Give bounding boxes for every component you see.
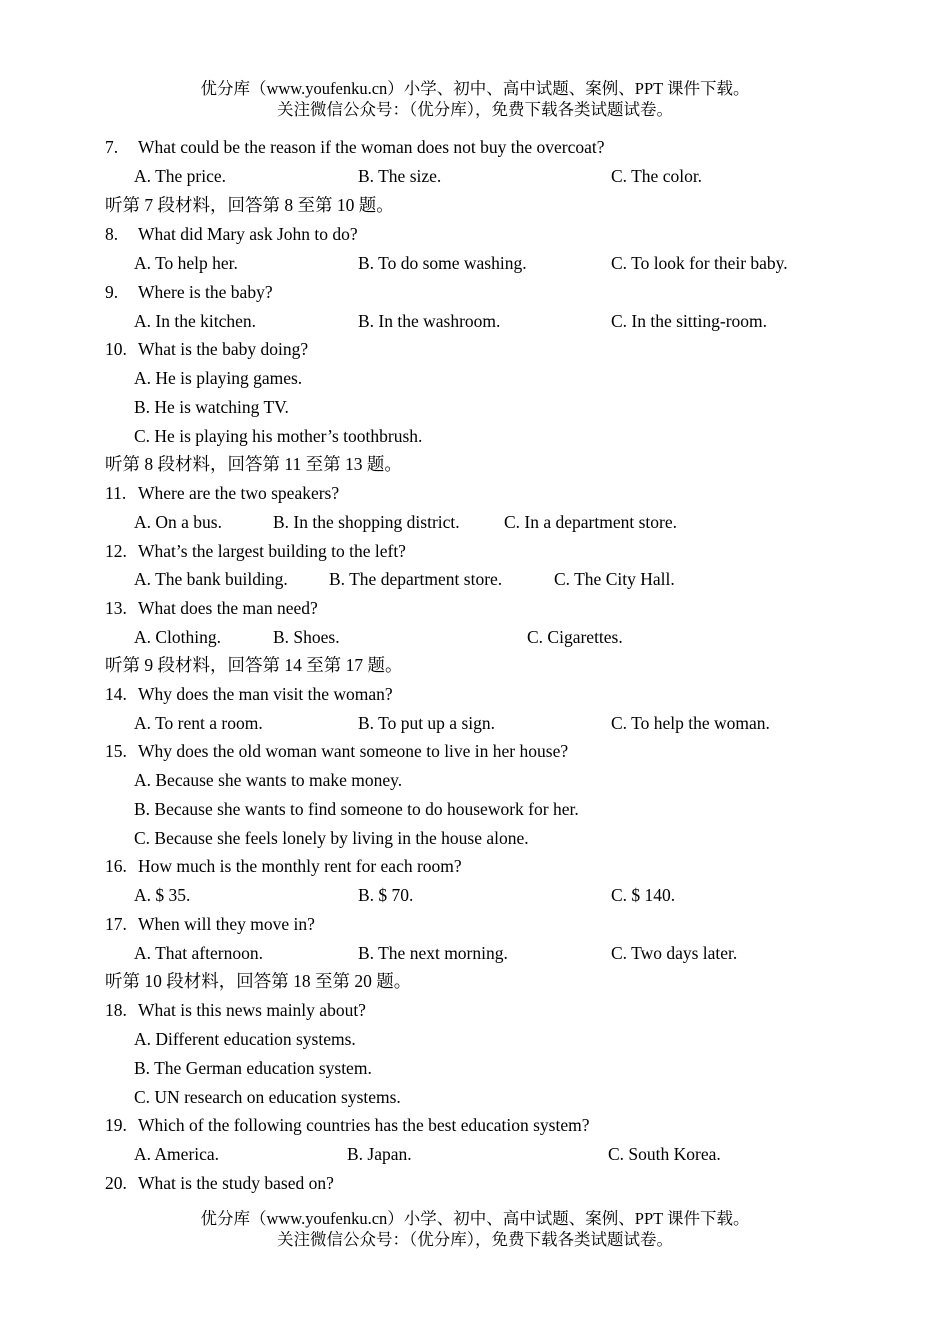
question-text: What is the study based on?: [138, 1173, 334, 1193]
option-17c: C. Two days later.: [611, 943, 738, 963]
option-11a: A. On a bus.: [134, 512, 222, 532]
option-10b: B. He is watching TV.: [134, 397, 289, 417]
question-16: 16. How much is the monthly rent for each room?: [105, 856, 462, 876]
question-13: 13. What does the man need?: [105, 598, 318, 618]
option-8a: A. To help her.: [134, 253, 238, 273]
question-9: 9. Where is the baby?: [105, 282, 273, 302]
question-17: 17. When will they move in?: [105, 914, 315, 934]
question-text: Where is the baby?: [138, 282, 273, 302]
question-7: 7. What could be the reason if the woman does not buy the overcoat?: [105, 137, 605, 157]
page-header: [0, 78, 950, 120]
question-text: How much is the monthly rent for each room?: [138, 856, 462, 876]
option-17a: A. That afternoon.: [134, 943, 263, 963]
option-13c: C. Cigarettes.: [527, 627, 623, 647]
option-18a: A. Different education systems.: [134, 1029, 356, 1049]
question-15: 15. Why does the old woman want someone to live in her house?: [105, 741, 569, 761]
option-8c: C. To look for their baby.: [611, 253, 788, 273]
option-12c: C. The City Hall.: [554, 569, 675, 589]
question-10: 10. What is the baby doing?: [105, 339, 309, 359]
question-18: 18. What is this news mainly about?: [105, 1000, 366, 1020]
option-9a: A. In the kitchen.: [134, 311, 256, 331]
option-9c: C. In the sitting-room.: [611, 311, 768, 331]
option-7b: B. The size.: [358, 166, 442, 186]
question-12: 12. What’s the largest building to the left?: [105, 541, 406, 561]
option-14a: A. To rent a room.: [134, 713, 263, 733]
option-13b: B. Shoes.: [273, 627, 340, 647]
question-text: What is this news mainly about?: [138, 1000, 366, 1020]
section-instruction-8: 听第 8 段材料，回答第 11 至第 13 题。: [105, 454, 402, 474]
footer-line-2: 关注微信公众号：（优分库），免费下载各类试题试卷。: [277, 1230, 673, 1249]
option-18b: B. The German education system.: [134, 1058, 372, 1078]
footer-line-1: 优分库（www.youfenku.cn）小学、初中、高中试题、案例、PPT 课件下载。: [200, 1209, 750, 1228]
question-text: Where are the two speakers?: [138, 483, 340, 503]
question-20: 20. What is the study based on?: [105, 1173, 334, 1193]
option-7a: A. The price.: [134, 166, 227, 186]
question-text: What’s the largest building to the left?: [138, 541, 406, 561]
option-17b: B. The next morning.: [358, 943, 508, 963]
option-11c: C. In a department store.: [504, 512, 678, 532]
question-8: 8. What did Mary ask John to do?: [105, 224, 358, 244]
option-19a: A. America.: [134, 1144, 220, 1164]
question-text: Why does the man visit the woman?: [138, 684, 393, 704]
option-12b: B. The department store.: [329, 569, 503, 589]
question-text: When will they move in?: [138, 914, 315, 934]
option-10a: A. He is playing games.: [134, 368, 303, 388]
option-15a: A. Because she wants to make money.: [134, 770, 403, 790]
option-10c: C. He is playing his mother’s toothbrush.: [134, 426, 423, 446]
option-16b: B. $ 70.: [358, 885, 414, 905]
question-14: 14. Why does the man visit the woman?: [105, 684, 393, 704]
option-11b: B. In the shopping district.: [273, 512, 460, 532]
option-18c: C. UN research on education systems.: [134, 1087, 401, 1107]
option-16a: A. $ 35.: [134, 885, 191, 905]
option-16c: C. $ 140.: [611, 885, 676, 905]
question-11: 11. Where are the two speakers?: [105, 483, 340, 503]
option-9b: B. In the washroom.: [358, 311, 501, 331]
question-text: What did Mary ask John to do?: [138, 224, 358, 244]
header-line-1: 优分库（www.youfenku.cn）小学、初中、高中试题、案例、PPT 课件下载。: [200, 79, 750, 98]
option-15c: C. Because she feels lonely by living in the house alone.: [134, 828, 529, 848]
option-7c: C. The color.: [611, 166, 703, 186]
option-19b: B. Japan.: [347, 1144, 412, 1164]
question-text: Which of the following countries has the best education system?: [138, 1115, 590, 1135]
question-text: What does the man need?: [138, 598, 318, 618]
section-instruction-10: 听第 10 段材料，回答第 18 至第 20 题。: [105, 971, 412, 991]
option-19c: C. South Korea.: [608, 1144, 721, 1164]
question-text: Why does the old woman want someone to live in her house?: [138, 741, 569, 761]
option-13a: A. Clothing.: [134, 627, 222, 647]
question-19: 19. Which of the following countries has the best education system?: [105, 1115, 590, 1135]
header-line-2: 关注微信公众号：（优分库），免费下载各类试题试卷。: [277, 100, 673, 119]
section-instruction-7: 听第 7 段材料，回答第 8 至第 10 题。: [105, 195, 394, 215]
section-instruction-9: 听第 9 段材料，回答第 14 至第 17 题。: [105, 655, 403, 675]
question-text: What could be the reason if the woman does not buy the overcoat?: [138, 137, 605, 157]
option-12a: A. The bank building.: [134, 569, 288, 589]
option-8b: B. To do some washing.: [358, 253, 527, 273]
question-text: What is the baby doing?: [138, 339, 309, 359]
option-14b: B. To put up a sign.: [358, 713, 496, 733]
page-footer: [0, 1208, 950, 1250]
option-15b: B. Because she wants to find someone to do housework for her.: [134, 799, 579, 819]
option-14c: C. To help the woman.: [611, 713, 770, 733]
